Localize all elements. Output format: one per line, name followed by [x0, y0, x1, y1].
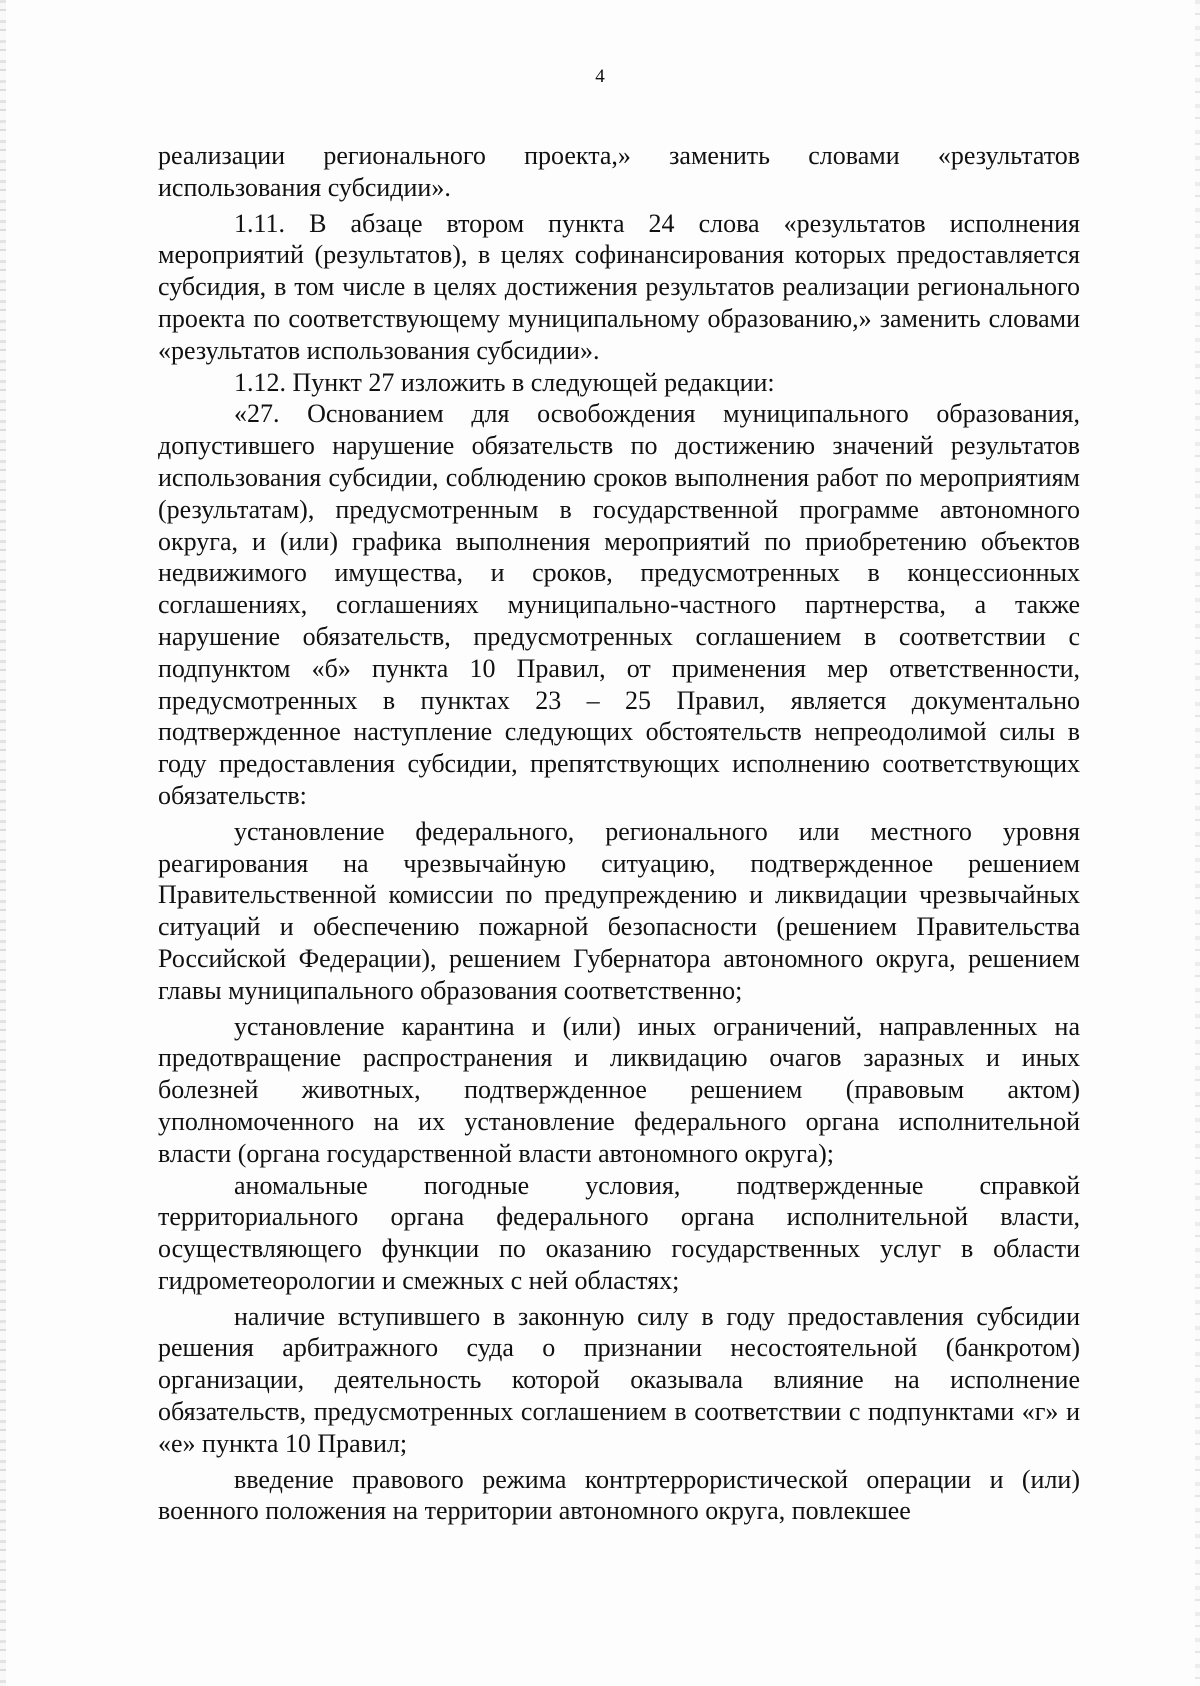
paragraph-emergency: установление федерального, регионального или местного уровня реагирования на чрезвычайную ситуацию, подтвержденное решением Правительственной комиссии по предупреждению и ликвидации чрезвычайных ситуаций и обеспечению пожарной безопасности (решением Правительства Российской Федерации), решением Губернатора автономного округа, решением главы муниципального образования соответственно; [158, 816, 1080, 1005]
paragraph-bankruptcy: наличие вступившего в законную силу в году предоставления субсидии решения арбитражного суда о признании несостоятельной (банкротом) организации, деятельность которой оказывала влияние на исполнение обязательств, предусмотренных соглашением в соответствии с подпунктами «г» и «е» пункта 10 Правил; [158, 1301, 1080, 1458]
paragraph-quarantine: установление карантина и (или) иных ограничений, направленных на предотвращение распространения и ликвидацию очагов заразных и иных болезней животных, подтвержденное решением (правовым актом) уполномоченного на их установление федерального органа исполнительной власти (органа государственной власти автономного округа); [158, 1011, 1080, 1168]
paragraph-item-1-12: 1.12. Пункт 27 изложить в следующей редакции: [234, 367, 775, 397]
document-body [158, 140, 1080, 1527]
paragraph-continuation: реализации регионального проекта,» заменить словами «результатов использования субсидии». [158, 141, 1080, 202]
scan-edge-left [0, 0, 6, 1686]
paragraph-counterterrorism: введение правового режима контртеррористической операции и (или) военного положения на территории автономного округа, повлекшее [158, 1464, 1080, 1526]
paragraph-weather: аномальные погодные условия, подтвержденные справкой территориального органа федерального органа исполнительной власти, осуществляющего функции по оказанию государственных услуг в области гидрометеорологии и смежных с ней областях; [158, 1170, 1080, 1295]
paragraph-clause-27: «27. Основанием для освобождения муниципального образования, допустившего нарушение обязательств по достижению значений результатов использования субсидии, соблюдению сроков выполнения работ по мероприятиям (результатам), предусмотренным в государственной программе автономного округа, и (или) графика выполнения мероприятий по приобретению объектов недвижимого имущества, и сроков, предусмотренных в концессионных соглашениях, соглашениях муниципально-частного партнерства, а также нарушение обязательств, предусмотренных соглашением в соответствии с подпунктом «б» пункта 10 Правил, от применения мер ответственности, предусмотренных в пунктах 23 – 25 Правил, является документально подтвержденное наступление следующих обстоятельств непреодолимой силы в году предоставления субсидии, препятствующих исполнению соответствующих обязательств: [158, 399, 1080, 810]
paragraph-item-1-11: 1.11. В абзаце втором пункта 24 слова «результатов исполнения мероприятий (результатов), в целях софинансирования которых предоставляется субсидия, в том числе в целях достижения результатов реализации регионального проекта по соответствующему муниципальному образованию,» заменить словами «результатов использования субсидии». [158, 208, 1080, 365]
page-number: 4 [595, 66, 605, 87]
scan-edge-right [1195, 0, 1200, 1686]
